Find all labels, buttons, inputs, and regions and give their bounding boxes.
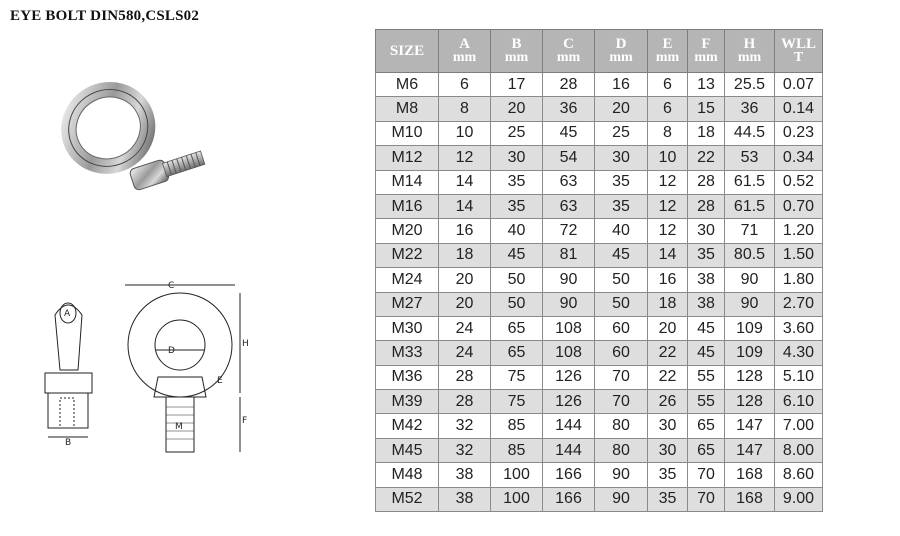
table-cell: 30 [595, 146, 648, 170]
column-header-unit: mm [694, 50, 718, 65]
column-header-label: WLL [780, 36, 816, 52]
table-cell: 63 [543, 170, 595, 194]
table-cell: M24 [376, 268, 439, 292]
column-header-label: B [511, 36, 522, 52]
table-cell: 10 [648, 146, 688, 170]
eye-bolt-photo [55, 80, 225, 230]
table-cell: 35 [648, 487, 688, 511]
column-header [648, 30, 688, 73]
table-cell: 109 [725, 316, 775, 340]
table-cell: 35 [491, 194, 543, 218]
table-row [376, 390, 823, 414]
table-cell: 28 [688, 170, 725, 194]
table-cell: 126 [543, 390, 595, 414]
table-cell: 36 [543, 97, 595, 121]
table-cell: 147 [725, 414, 775, 438]
table-cell: 65 [491, 341, 543, 365]
table-cell: 36 [725, 97, 775, 121]
table-cell: 1.50 [775, 243, 823, 267]
label-b: B [65, 438, 72, 448]
table-cell: 26 [648, 390, 688, 414]
table-cell: 80 [595, 438, 648, 462]
table-cell: M27 [376, 292, 439, 316]
table-cell: 168 [725, 487, 775, 511]
table-cell: M12 [376, 146, 439, 170]
table-row [376, 170, 823, 194]
column-header-unit: T [793, 50, 804, 65]
table-cell: 55 [688, 390, 725, 414]
table-row [376, 268, 823, 292]
table-cell: M14 [376, 170, 439, 194]
table-cell: 25 [595, 121, 648, 145]
table-cell: 45 [491, 243, 543, 267]
column-header [439, 30, 491, 73]
table-cell: 4.30 [775, 341, 823, 365]
label-e: E [217, 376, 223, 386]
label-f: F [242, 416, 248, 426]
table-cell: 44.5 [725, 121, 775, 145]
table-cell: 3.60 [775, 316, 823, 340]
column-header [595, 30, 648, 73]
table-cell: 35 [688, 243, 725, 267]
table-cell: 12 [439, 146, 491, 170]
table-cell: 12 [648, 170, 688, 194]
table-cell: 45 [688, 341, 725, 365]
table-cell: 50 [595, 268, 648, 292]
table-cell: 168 [725, 463, 775, 487]
table-cell: 0.07 [775, 73, 823, 97]
column-header-label: C [563, 36, 574, 52]
table-cell: 25.5 [725, 73, 775, 97]
table-cell: 2.70 [775, 292, 823, 316]
table-cell: 45 [688, 316, 725, 340]
table-cell: 108 [543, 341, 595, 365]
table-cell: 20 [491, 97, 543, 121]
table-cell: 80 [595, 414, 648, 438]
table-cell: 8 [648, 121, 688, 145]
table-cell: 38 [439, 487, 491, 511]
table-cell: 60 [595, 316, 648, 340]
table-cell: 75 [491, 390, 543, 414]
table-cell: 90 [725, 292, 775, 316]
spec-table [375, 29, 823, 512]
table-cell: 8 [439, 97, 491, 121]
table-cell: 8.60 [775, 463, 823, 487]
table-cell: 54 [543, 146, 595, 170]
table-cell: 61.5 [725, 170, 775, 194]
column-header-unit: mm [556, 50, 581, 65]
table-cell: 35 [595, 170, 648, 194]
table-cell: 85 [491, 438, 543, 462]
table-cell: 8.00 [775, 438, 823, 462]
table-cell: 20 [439, 292, 491, 316]
table-cell: 32 [439, 414, 491, 438]
table-cell: 70 [688, 487, 725, 511]
table-cell: 55 [688, 365, 725, 389]
table-cell: 1.80 [775, 268, 823, 292]
table-cell: M48 [376, 463, 439, 487]
table-cell: 6 [439, 73, 491, 97]
table-row [376, 463, 823, 487]
table-cell: 38 [439, 463, 491, 487]
label-m: M [175, 422, 183, 432]
table-row [376, 73, 823, 97]
table-cell: 15 [688, 97, 725, 121]
table-cell: 128 [725, 365, 775, 389]
column-header [775, 30, 823, 73]
table-cell: 70 [688, 463, 725, 487]
column-header-unit: mm [609, 50, 633, 65]
column-header [725, 30, 775, 73]
table-cell: 20 [648, 316, 688, 340]
table-cell: 166 [543, 463, 595, 487]
column-header [376, 30, 439, 73]
table-cell: 50 [491, 292, 543, 316]
table-cell: 1.20 [775, 219, 823, 243]
table-cell: 24 [439, 316, 491, 340]
page-title: EYE BOLT DIN580,CSLS02 [10, 8, 200, 24]
column-header-unit: mm [452, 50, 477, 65]
table-cell: 9.00 [775, 487, 823, 511]
table-cell: 22 [648, 365, 688, 389]
table-cell: 17 [491, 73, 543, 97]
table-cell: 81 [543, 243, 595, 267]
table-cell: 13 [688, 73, 725, 97]
table-cell: 18 [648, 292, 688, 316]
table-row [376, 97, 823, 121]
table-cell: 14 [648, 243, 688, 267]
table-cell: 6 [648, 73, 688, 97]
table-cell: 0.70 [775, 194, 823, 218]
table-cell: 144 [543, 438, 595, 462]
table-cell: 30 [491, 146, 543, 170]
table-cell: 65 [688, 438, 725, 462]
table-cell: 65 [491, 316, 543, 340]
table-cell: M39 [376, 390, 439, 414]
column-header-unit: mm [655, 50, 680, 65]
table-cell: 90 [595, 487, 648, 511]
column-header-label: D [615, 36, 627, 52]
table-row [376, 194, 823, 218]
table-row [376, 121, 823, 145]
table-cell: M45 [376, 438, 439, 462]
table-body [376, 73, 823, 512]
table-cell: 50 [595, 292, 648, 316]
table-cell: 0.23 [775, 121, 823, 145]
table-cell: M6 [376, 73, 439, 97]
table-cell: M22 [376, 243, 439, 267]
table-cell: 14 [439, 170, 491, 194]
column-header [688, 30, 725, 73]
table-cell: M30 [376, 316, 439, 340]
table-cell: 30 [648, 414, 688, 438]
table-cell: 0.34 [775, 146, 823, 170]
table-cell: 7.00 [775, 414, 823, 438]
table-cell: 28 [439, 365, 491, 389]
column-header-label: F [701, 36, 711, 52]
column-header-unit: mm [737, 50, 762, 65]
table-cell: 70 [595, 390, 648, 414]
table-cell: 22 [688, 146, 725, 170]
table-row [376, 219, 823, 243]
label-h: H [242, 339, 249, 349]
table-cell: 35 [648, 463, 688, 487]
table-cell: 30 [648, 438, 688, 462]
table-cell: 18 [688, 121, 725, 145]
table-cell: 90 [543, 292, 595, 316]
table-cell: M10 [376, 121, 439, 145]
column-header [543, 30, 595, 73]
table-cell: 24 [439, 341, 491, 365]
table-cell: 5.10 [775, 365, 823, 389]
column-header-label: H [743, 36, 756, 52]
table-cell: 40 [491, 219, 543, 243]
column-header-label: SIZE [389, 42, 425, 59]
table-cell: 85 [491, 414, 543, 438]
table-cell: 35 [491, 170, 543, 194]
table-cell: 144 [543, 414, 595, 438]
table-row [376, 414, 823, 438]
table-cell: 6.10 [775, 390, 823, 414]
column-header-label: A [459, 36, 470, 52]
table-cell: 108 [543, 316, 595, 340]
table-cell: 60 [595, 341, 648, 365]
table-cell: M16 [376, 194, 439, 218]
table-cell: M20 [376, 219, 439, 243]
table-cell: 25 [491, 121, 543, 145]
table-row [376, 487, 823, 511]
table-row [376, 243, 823, 267]
table-cell: 14 [439, 194, 491, 218]
table-cell: 30 [688, 219, 725, 243]
table-row [376, 341, 823, 365]
table-cell: 100 [491, 487, 543, 511]
table-cell: 16 [648, 268, 688, 292]
table-cell: 22 [648, 341, 688, 365]
header-row [376, 30, 823, 73]
table-cell: 90 [543, 268, 595, 292]
table-cell: 16 [439, 219, 491, 243]
column-header [491, 30, 543, 73]
table-cell: M52 [376, 487, 439, 511]
table-cell: 38 [688, 292, 725, 316]
dimension-drawing [30, 275, 260, 455]
table-cell: 45 [595, 243, 648, 267]
table-cell: 63 [543, 194, 595, 218]
table-cell: M8 [376, 97, 439, 121]
table-cell: 61.5 [725, 194, 775, 218]
label-d: D [168, 346, 175, 356]
table-cell: 147 [725, 438, 775, 462]
table-cell: 40 [595, 219, 648, 243]
table-cell: 53 [725, 146, 775, 170]
table-cell: 50 [491, 268, 543, 292]
column-header-label: E [662, 36, 673, 52]
table-cell: 12 [648, 194, 688, 218]
table-cell: 90 [725, 268, 775, 292]
table-cell: 100 [491, 463, 543, 487]
table-cell: 0.14 [775, 97, 823, 121]
table-cell: 16 [595, 73, 648, 97]
table-cell: 126 [543, 365, 595, 389]
table-cell: M33 [376, 341, 439, 365]
table-cell: 32 [439, 438, 491, 462]
table-cell: 38 [688, 268, 725, 292]
table-cell: M42 [376, 414, 439, 438]
table-row [376, 292, 823, 316]
table-cell: 10 [439, 121, 491, 145]
table-cell: 20 [439, 268, 491, 292]
table-cell: 45 [543, 121, 595, 145]
table-row [376, 365, 823, 389]
table-row [376, 146, 823, 170]
table-cell: 90 [595, 463, 648, 487]
table-cell: 35 [595, 194, 648, 218]
table-cell: 65 [688, 414, 725, 438]
table-cell: 28 [688, 194, 725, 218]
table-cell: 166 [543, 487, 595, 511]
table-cell: 75 [491, 365, 543, 389]
table-cell: 128 [725, 390, 775, 414]
table-cell: 80.5 [725, 243, 775, 267]
table-cell: 20 [595, 97, 648, 121]
table-cell: 72 [543, 219, 595, 243]
label-a: A [64, 309, 71, 319]
table-cell: 18 [439, 243, 491, 267]
table-row [376, 438, 823, 462]
table-row [376, 316, 823, 340]
table-cell: 28 [439, 390, 491, 414]
table-cell: 71 [725, 219, 775, 243]
table-cell: 70 [595, 365, 648, 389]
table-cell: 28 [543, 73, 595, 97]
table-cell: 109 [725, 341, 775, 365]
table-cell: 0.52 [775, 170, 823, 194]
column-header-unit: mm [504, 50, 529, 65]
table-cell: 12 [648, 219, 688, 243]
table-cell: M36 [376, 365, 439, 389]
label-c: C [168, 281, 175, 291]
table-cell: 6 [648, 97, 688, 121]
